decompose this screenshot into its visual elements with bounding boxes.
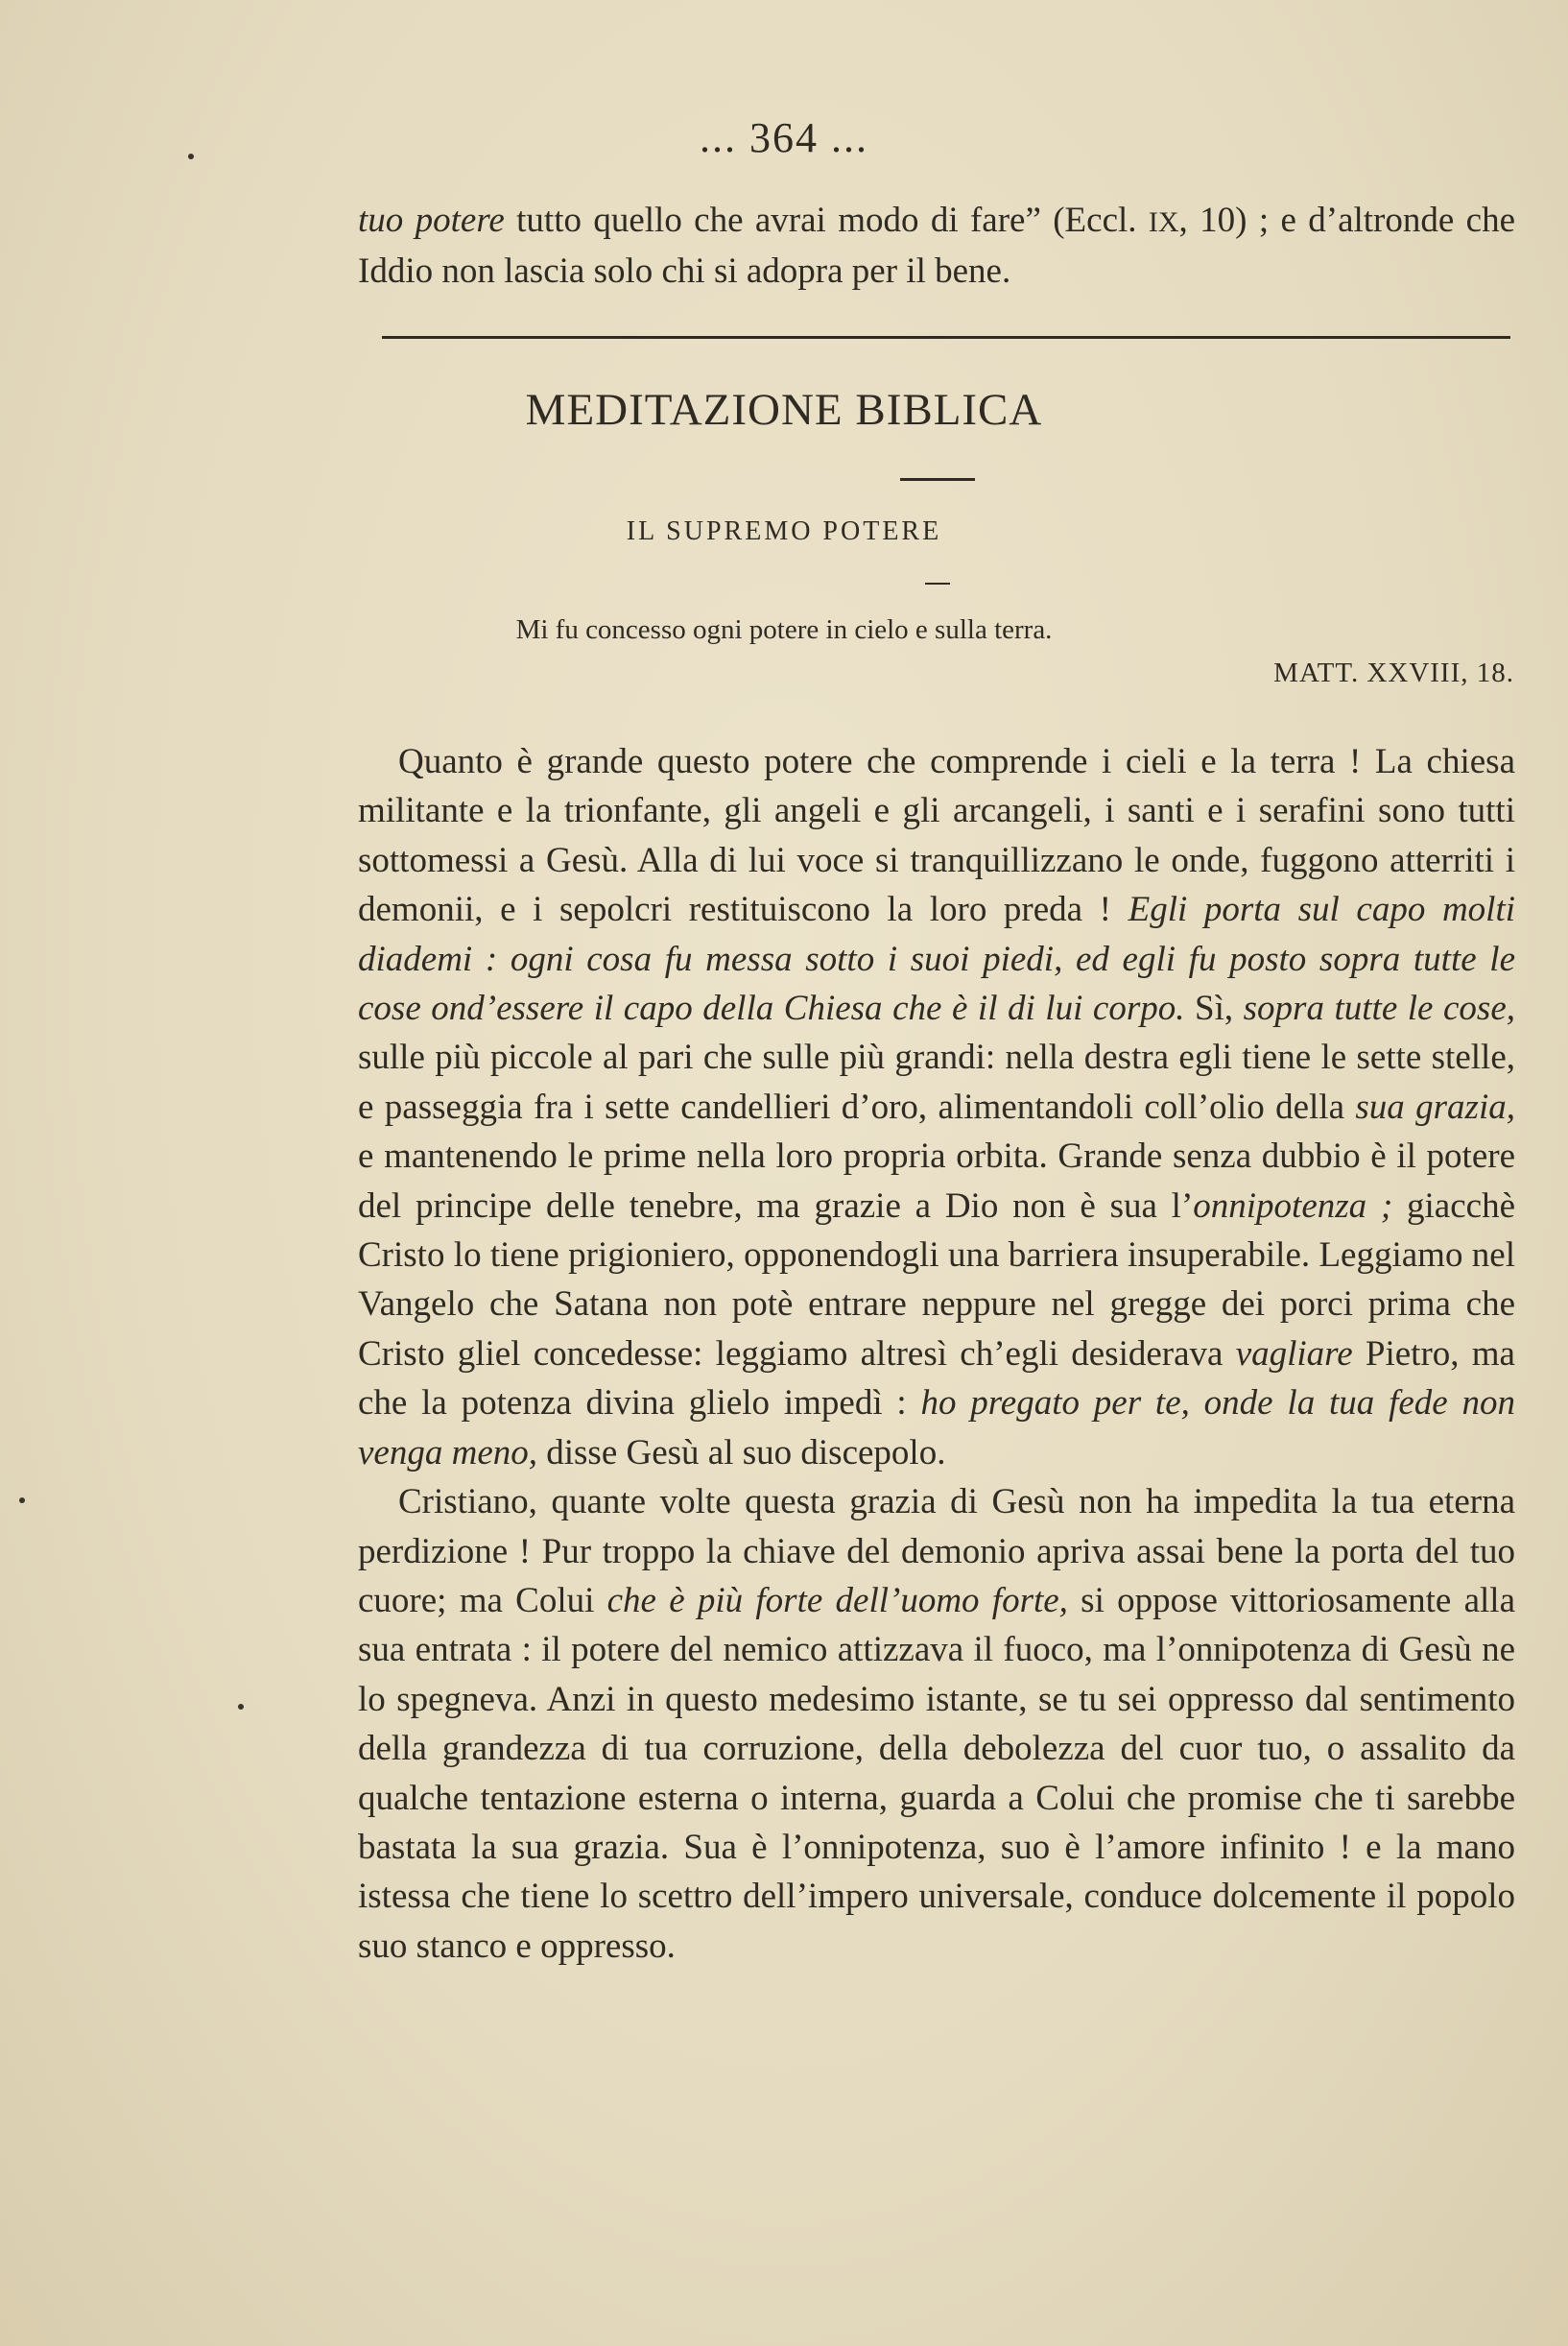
carryover-text-2: , 10) ; e d’altronde che Iddio non lascia solo chi si adopra per il bene.: [358, 201, 1515, 292]
carryover-chapter-numeral: IX: [1148, 206, 1179, 238]
section-divider-rule: [382, 336, 1510, 339]
paragraph-2: [358, 1477, 1515, 1971]
para2-italic-1: che è più forte dell’uomo forte,: [606, 1580, 1068, 1620]
meditation-body: [358, 737, 1515, 1971]
title-underline-rule: [900, 478, 975, 481]
paragraph-1: [358, 737, 1515, 1477]
para1-text-2: Sì,: [1184, 989, 1244, 1029]
paper-speck: [19, 1497, 25, 1503]
paper-speck: [238, 1704, 244, 1710]
para1-italic-1: Egli porta sul capo molti diademi : ogni cosa fu messa sotto i suoi piedi, ed egli fu posto sopra tutte le cose ond’essere il capo della Chiesa che è il di lui corpo.: [358, 890, 1516, 1029]
paper-speck: [188, 154, 194, 159]
section-title: MEDITAZIONE BIBLICA: [525, 385, 1043, 435]
subtitle-dash: [925, 583, 950, 585]
para2-text-2: si oppose vittoriosamente alla sua entrata : il potere del nemico attizzava il fuoco, ma l’onnipotenza di Gesù ne lo spegneva. Anzi in questo medesimo istante, se tu sei oppresso dal sentimento della grandezza di tua corruzione, della debolezza del cuor tuo, o assalito da qualche tentazione esterna o interna, guarda a Colui che promise che ti sarebbe bastata la sua grazia. Sua è l’onnipotenza, suo è l’amore infinito ! e la mano istessa che tiene lo scettro dell’impero universale, conduce dolcemente il popolo suo stanco e oppresso.: [358, 1580, 1515, 1966]
para1-italic-6: ho pregato per te, onde la tua fede non venga meno,: [358, 1383, 1515, 1472]
para1-text-6: Pietro, ma che la potenza divina glielo impedì :: [358, 1333, 1515, 1424]
para1-italic-4: onnipotenza ;: [1193, 1185, 1393, 1226]
para1-text-7: disse Gesù al suo discepolo.: [537, 1432, 946, 1472]
page-number: ... 364 ...: [700, 114, 868, 161]
para1-italic-2: sopra tutte le cose,: [1243, 989, 1516, 1029]
para1-italic-3: sua grazia,: [1355, 1087, 1515, 1127]
para1-text-4: e mantenendo le prime nella loro propria orbita. Grande senza dubbio è il potere del principe delle tenebre, ma grazie a Dio non è sua l’: [358, 1137, 1515, 1226]
para1-text-1: Quanto è grande questo potere che comprende i cieli e la terra ! La chiesa militante e la trionfante, gli angeli e gli arcangeli, i santi e i serafini sono tutti sottomessi a Gesù. Alla di lui voce si tranquillizzano le onde, fuggono atterriti i demonii, e i sepolcri restituiscono la loro preda !: [358, 742, 1515, 930]
epigraph-quote: Mi fu concesso ogni potere in cielo e sulla terra.: [515, 614, 1053, 645]
section-subtitle: IL SUPREMO POTERE: [626, 516, 942, 546]
para2-text-1: Cristiano, quante volte questa grazia di Gesù non ha impedita la tua eterna perdizione ! Pur troppo la chiave del demonio apriva assai bene la porta del tuo cuore; ma Colui: [358, 1482, 1515, 1620]
para1-text-5: giacchè Cristo lo tiene prigioniero, opponendogli una barriera insuperabile. Leggiamo nel Vangelo che Satana non potè entrare neppure nel gregge dei porci prima che Cristo gliel concedesse: leggiamo altresì ch’egli desiderava: [358, 1185, 1515, 1374]
para1-text-3: sulle più piccole al pari che sulle più grandi: nella destra egli tiene le sette stelle, e passeggia fra i sette candellieri d’oro, alimentandoli coll’olio della: [358, 1038, 1515, 1127]
epigraph-source: MATT. XXVIII, 18.: [1273, 658, 1514, 688]
carryover-text-1: tutto quello che avrai modo di fare” (Eccl.: [504, 201, 1149, 240]
carryover-paragraph: [358, 196, 1515, 297]
para1-italic-5: vagliare: [1235, 1333, 1353, 1374]
carryover-italic: tuo potere: [358, 201, 505, 240]
